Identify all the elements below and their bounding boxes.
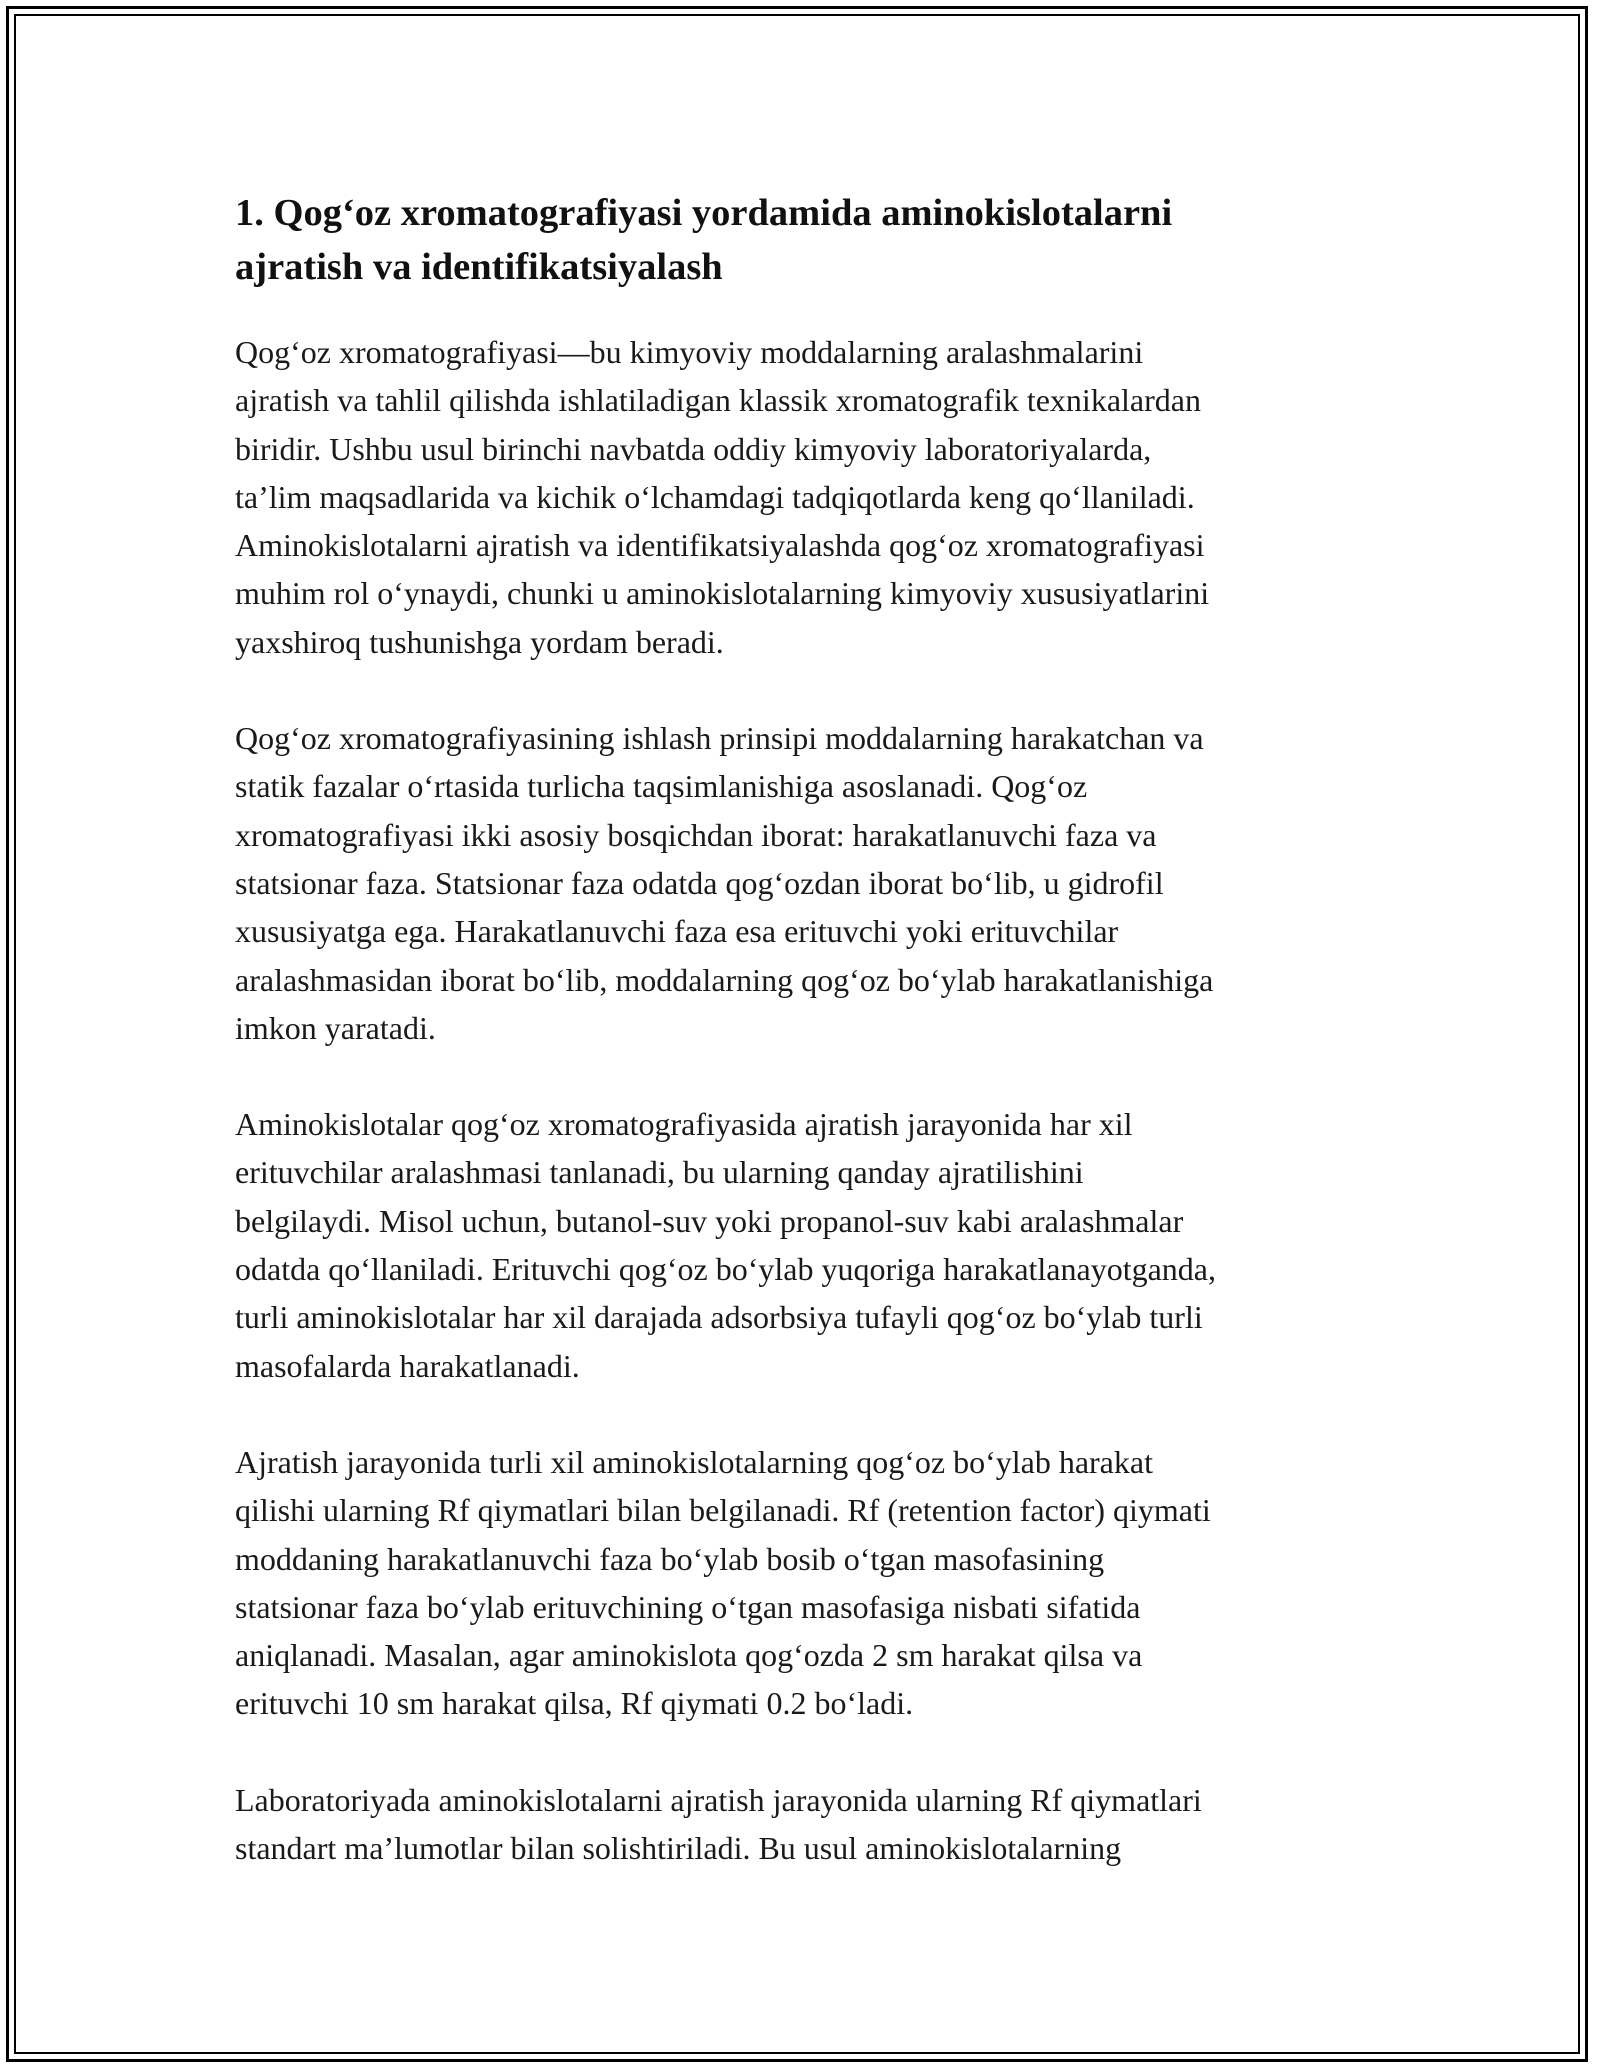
section-title: 1. Qog‘oz xromatografiyasi yordamida aminokislotalarni ajratish va identifikatsiyalash <box>235 192 1173 288</box>
paragraph-3: Aminokislotalar qog‘oz xromatografiyasida ajratish jarayonida har xil erituvchilar aralashmasi tanlanadi, bu ularning qanday ajratilishini belgilaydi. Misol uchun, butanol-suv yoki propanol-suv kabi aralashmalar odatda qo‘llaniladi. Erituvchi qog‘oz bo‘ylab yuqoriga harakatlanayotganda, turli aminokislotalar har xil darajada adsorbsiya tufayli qog‘oz bo‘ylab turli masofalarda harakatlanadi. <box>235 1106 1216 1384</box>
document-body <box>235 186 1375 1920</box>
paragraph-1: Qog‘oz xromatografiyasi—bu kimyoviy moddalarning aralashmalarini ajratish va tahlil qilishda ishlatiladigan klassik xromatografik texnikalardan biridir. Ushbu usul birinchi navbatda oddiy kimyoviy laboratoriyalarda, ta’lim maqsadlarida va kichik o‘lchamdagi tadqiqotlarda keng qo‘llaniladi. Aminokislotalarni ajratish va identifikatsiyalashda qog‘oz xromatografiyasi muhim rol o‘ynaydi, chunki u aminokislotalarning kimyoviy xususiyatlarini yaxshiroq tushunishga yordam beradi. <box>235 334 1210 660</box>
paragraph-2: Qog‘oz xromatografiyasining ishlash prinsipi moddalarning harakatchan va statik fazalar o‘rtasida turlicha taqsimlanishiga asoslanadi. Qog‘oz xromatografiyasi ikki asosiy bosqichdan iborat: harakatlanuvchi faza va statsionar faza. Statsionar faza odatda qog‘ozdan iborat bo‘lib, u gidrofil xususiyatga ega. Harakatlanuvchi faza esa erituvchi yoki erituvchilar aralashmasidan iborat bo‘lib, moddalarning qog‘oz bo‘ylab harakatlanishiga imkon yaratadi. <box>235 720 1214 1046</box>
paragraph-4: Ajratish jarayonida turli xil aminokislotalarning qog‘oz bo‘ylab harakat qilishi ularning Rf qiymatlari bilan belgilanadi. Rf (retention factor) qiymati moddaning harakatlanuvchi faza bo‘ylab bosib o‘tgan masofasining statsionar faza bo‘ylab erituvchining o‘tgan masofasiga nisbati sifatida aniqlanadi. Masalan, agar aminokislota qog‘ozda 2 sm harakat qilsa va erituvchi 10 sm harakat qilsa, Rf qiymati 0.2 bo‘ladi. <box>235 1443 1211 1722</box>
paragraph-5: Laboratoriyada aminokislotalarni ajratish jarayonida ularning Rf qiymatlari standart ma’lumotlar bilan solishtiriladi. Bu usul aminokislotalarning <box>235 1781 1202 1867</box>
